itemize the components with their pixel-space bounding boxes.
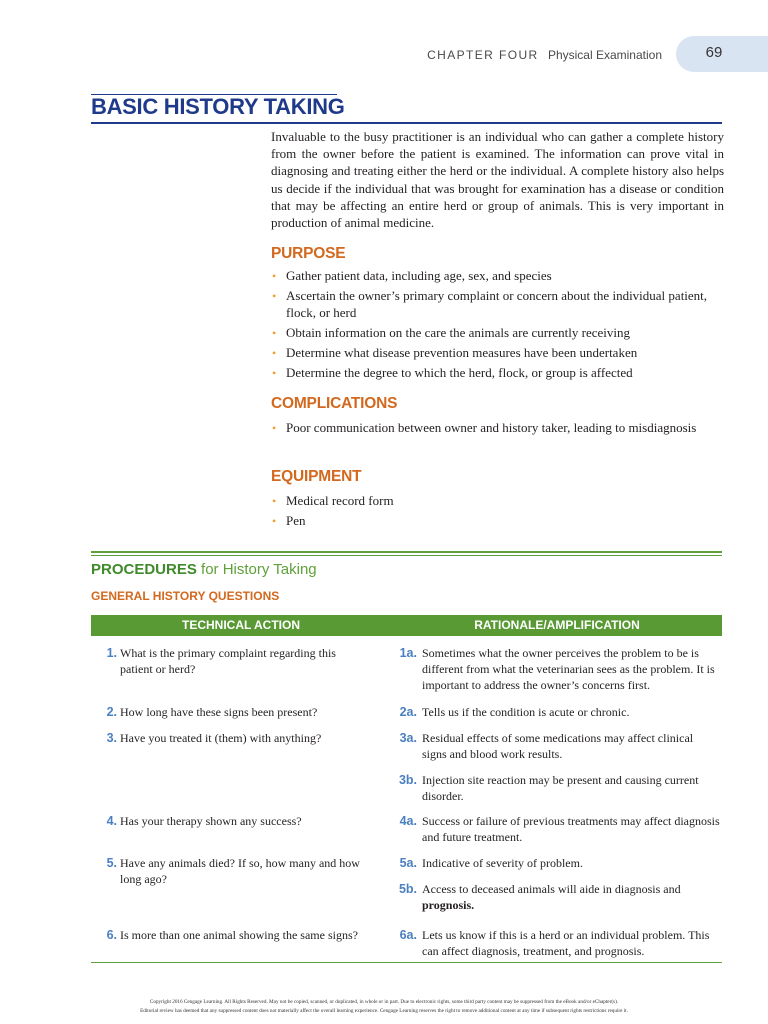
action-text: Is more than one animal showing the same signs? [120,928,358,942]
running-head [427,48,662,62]
complications-list [271,420,726,440]
purpose-heading: PURPOSE [271,245,346,262]
rationale-number: 5a. [399,856,417,870]
action-number: 1. [106,646,117,660]
procedures-rule [91,551,722,553]
list-item: • Determine the degree to which the herd, flock, or group is affected [271,365,726,382]
rationale-text: Tells us if the condition is acute or chronic. [422,705,630,719]
action-text: Have any animals died? If so, how many and how long ago? [120,856,360,887]
list-item: • Medical record form [271,493,726,510]
complications-heading: COMPLICATIONS [271,395,398,412]
rationale-text: Injection site reaction may be present and causing current disorder. [422,773,699,804]
rationale-text-bold: prognosis. [422,898,475,913]
procedures-rule-thin [91,555,722,556]
procedures-title [91,561,317,578]
procedures-subheading: GENERAL HISTORY QUESTIONS [91,589,280,603]
action-text: What is the primary complaint regarding this patient or herd? [120,646,336,677]
list-item: • Determine what disease prevention measures have been undertaken [271,345,726,362]
equipment-heading: EQUIPMENT [271,468,362,485]
equipment-list [271,493,726,533]
action-text: How long have these signs been present? [120,705,318,719]
page-title: BASIC HISTORY TAKING [91,94,345,119]
list-item: • Pen [271,513,726,530]
rationale-text: Success or failure of previous treatments may affect diagnosis and future treatment. [422,814,720,845]
column-header-action: TECHNICAL ACTION [182,618,300,632]
column-header-rationale: RATIONALE/AMPLIFICATION [474,618,640,632]
list-item: • Obtain information on the care the animals are currently receiving [271,325,726,342]
rationale-text: Indicative of severity of problem. [422,856,583,870]
rationale-number: 3b. [398,773,417,787]
action-number: 5. [106,856,117,870]
action-number: 4. [106,814,117,828]
list-item: • Poor communication between owner and history taker, leading to misdiagnosis [271,420,726,437]
procedures-title-rest: for History Taking [201,561,317,578]
copyright-footer [0,998,768,1016]
page-number: 69 [705,44,723,61]
rationale-number: 2a. [399,705,417,719]
action-number: 2. [106,705,117,719]
rationale-text: Sometimes what the owner perceives the problem to be is different from what the veterinarian sees as the problem. It is important to address the owner’s concerns first. [422,646,715,693]
rationale-text [422,881,720,913]
action-text: Have you treated it (them) with anything? [120,731,322,745]
footer-line-2: Editorial review has deemed that any suppressed content does not materially affect the overall learning experience. Cengage Learning reserves the right to remove additional content at any time if subsequent rights restrictions require it. [140,1008,628,1014]
rationale-number: 1a. [399,646,417,660]
action-number: 3. [106,731,117,745]
rationale-text-main: Access to deceased animals will aide in diagnosis and [422,882,681,896]
rationale-text: Lets us know if this is a herd or an individual problem. This can affect diagnosis, treatment, and prognosis. [422,928,710,959]
action-number: 6. [106,928,117,942]
purpose-list [271,268,726,385]
rationale-text: Residual effects of some medications may affect clinical signs and blood work results. [422,731,694,762]
rationale-number: 4a. [399,814,417,828]
table-bottom-rule [91,962,722,963]
rationale-number: 5b. [398,882,417,896]
action-text: Has your therapy shown any success? [120,814,302,828]
rationale-number: 6a. [399,928,417,942]
rationale-number: 3a. [399,731,417,745]
list-item: • Gather patient data, including age, sex, and species [271,268,726,285]
intro-paragraph: Invaluable to the busy practitioner is an individual who can gather a complete history from the owner before the patient is examined. The information can prove vital in diagnosing and treating either the herd or the individual. A complete history also helps us decide if the individual that was brought for examination has a disease or condition that may be affecting an entire herd or group of animals. This is very important in production of animal medicine. [271,129,724,231]
title-rule [91,122,722,124]
procedures-title-bold: PROCEDURES [91,561,197,578]
footer-line-1: Copyright 2016 Cengage Learning. All Rights Reserved. May not be copied, scanned, or duplicated, in whole or in part. Due to electronic rights, some third party content may be suppressed from the eBook and/or eChapter(s). [149,999,619,1005]
list-item: • Ascertain the owner’s primary complaint or concern about the individual patient, flock, or herd [271,288,726,321]
section-label: Physical Examination [547,48,662,62]
chapter-label: CHAPTER FOUR [427,48,539,62]
